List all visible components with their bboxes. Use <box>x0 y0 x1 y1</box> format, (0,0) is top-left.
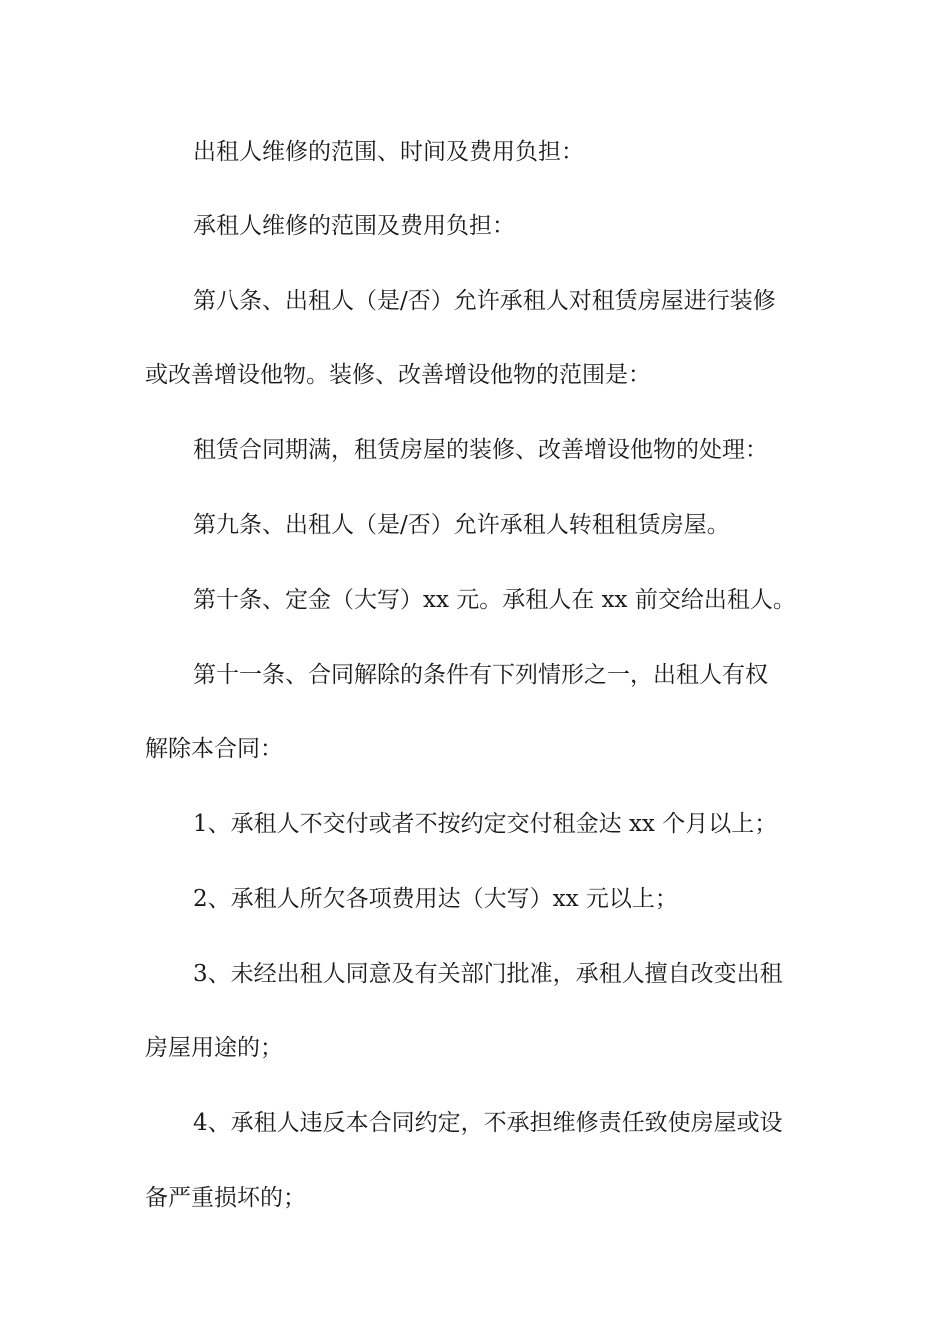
text-line-7: 第十条、定金（大写）xx 元。承租人在 xx 前交给出租人。 <box>193 587 796 613</box>
text-line-10: 1、承租人不交付或者不按约定交付租金达 xx 个月以上； <box>193 811 778 837</box>
text-line-13: 房屋用途的； <box>145 1035 283 1061</box>
text-line-12: 3、未经出租人同意及有关部门批准，承租人擅自改变出租 <box>193 961 783 987</box>
text-line-2: 承租人维修的范围及费用负担： <box>193 213 515 239</box>
text-line-8: 第十一条、合同解除的条件有下列情形之一，出租人有权 <box>193 662 768 688</box>
text-line-14: 4、承租人违反本合同约定，不承担维修责任致使房屋或设 <box>193 1110 783 1136</box>
text-line-15: 备严重损坏的； <box>145 1185 306 1211</box>
text-line-3: 第八条、出租人（是/否）允许承租人对租赁房屋进行装修 <box>193 288 776 314</box>
text-line-6: 第九条、出租人（是/否）允许承租人转租租赁房屋。 <box>193 512 730 538</box>
text-line-11: 2、承租人所欠各项费用达（大写）xx 元以上； <box>193 886 678 912</box>
text-line-4: 或改善增设他物。装修、改善增设他物的范围是： <box>145 362 651 388</box>
text-line-1: 出租人维修的范围、时间及费用负担： <box>193 139 584 165</box>
text-line-9: 解除本合同： <box>145 736 283 762</box>
text-line-5: 租赁合同期满，租赁房屋的装修、改善增设他物的处理： <box>193 437 768 463</box>
